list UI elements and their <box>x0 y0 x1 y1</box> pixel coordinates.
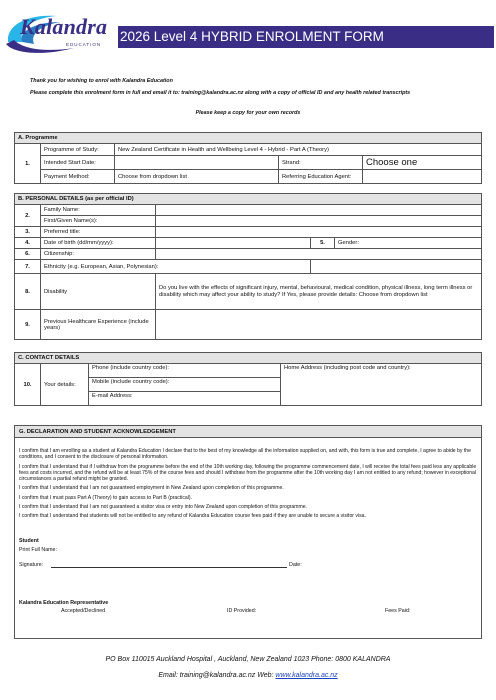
declaration-paragraph: I confirm that I am enrolling as a student at Kalandra Education I declare that to the best of my knowledge all the information supplied on, and with, this form is true and complete, I agree to abide by the conditions, and I consent to the disclosure of personal information. <box>19 448 471 461</box>
signature-line[interactable] <box>51 567 287 568</box>
id-provided-label: ID Provided: <box>227 608 257 614</box>
start-date-field[interactable] <box>115 156 279 170</box>
preferred-title-label: Preferred title: <box>41 227 156 238</box>
family-name-label: Family Name: <box>41 205 156 216</box>
dob-field[interactable] <box>156 238 311 249</box>
section-b-title: B. PERSONAL DETAILS (as per official ID) <box>15 194 482 205</box>
gender-field[interactable]: Gender: <box>335 238 482 249</box>
row-number: 4. <box>15 238 41 249</box>
accepted-declined-label: Accepted/Declined <box>61 608 106 614</box>
disability-select[interactable]: Choose from dropdown list <box>358 291 428 298</box>
phone-field[interactable]: Phone (include country code): <box>89 364 281 378</box>
your-details-label: Your details: <box>41 364 89 406</box>
disability-question <box>156 274 482 310</box>
section-a-programme <box>14 132 482 184</box>
section-g-title: G. DECLARATION AND STUDENT ACKNOWLEDGEMENT <box>15 426 481 438</box>
payment-select[interactable]: Choose from dropdown list <box>115 170 279 184</box>
row-number: 2. <box>15 205 41 227</box>
disability-label: Disability <box>41 274 156 310</box>
declaration-paragraph: I confirm that I must pass Part A (Theory) to gain access to Part B (practical). <box>19 494 192 501</box>
intro-keep-copy: Please keep a copy for your own records <box>195 110 301 116</box>
fees-paid-label: Fees Paid: <box>385 608 411 614</box>
healthcare-field[interactable] <box>156 310 482 340</box>
programme-select[interactable]: New Zealand Certificate in Health and Wellbeing Level 4 - Hybrid - Part A (Theory) <box>115 144 482 156</box>
mobile-field[interactable]: Mobile (include country code): <box>89 378 281 392</box>
first-name-label: First/Given Name(s): <box>41 216 156 227</box>
citizenship-label: Citizenship: <box>41 249 156 260</box>
form-header <box>0 0 496 62</box>
student-heading: Student <box>19 538 39 544</box>
section-g-declaration <box>14 425 482 639</box>
declaration-paragraph: I confirm that I understand that if I withdraw from the programme before the end of the 10th working day, following the programme commencement date, I will receive the total fees paid less any applicable fees and costs incurred, and the refund will be at least 75% of the course fees and should I withdraw from the programme after the 10th working day I am not entitled to any refund; however in exceptional circumstances a partial refund might be granted. <box>19 463 477 483</box>
healthcare-label: Previous Healthcare Experience (include years) <box>41 310 156 340</box>
footer-email: Email: training@kalandra.ac.nz Web: <box>158 672 274 679</box>
row-number: 1. <box>15 144 41 184</box>
row-number: 3. <box>15 227 41 238</box>
footer-address: PO Box 110015 Auckland Hospital , Auckland, New Zealand 1023 Phone: 0800 KALANDRA <box>105 656 391 663</box>
payment-label: Payment Method: <box>41 170 115 184</box>
preferred-title-field[interactable] <box>156 227 482 238</box>
strand-label: Strand: <box>279 156 363 170</box>
print-name-label: Print Full Name: <box>19 547 57 553</box>
email-field[interactable]: E-mail Address: <box>89 392 281 406</box>
logo-wordmark: Kalandra <box>20 14 108 39</box>
home-address-field[interactable]: Home Address (including post code and country): <box>281 364 482 406</box>
logo-subtext: EDUCATION <box>66 42 102 47</box>
row-number: 9. <box>15 310 41 340</box>
section-c-contact-details <box>14 352 482 406</box>
declaration-paragraph: I confirm that I understand that I am not guaranteed employment in New Zealand upon completion of this programme. <box>19 485 284 492</box>
date-label: Date: <box>289 562 302 568</box>
row-number: 7. <box>15 260 41 274</box>
agent-label: Referring Education Agent: <box>279 170 363 184</box>
dob-label: Date of birth (dd/mm/yyyy): <box>41 238 156 249</box>
signature-label: Signature: <box>19 562 44 568</box>
section-c-title: C. CONTACT DETAILS <box>15 353 482 364</box>
footer-website-link[interactable]: www.kalandra.ac.nz <box>275 672 338 679</box>
section-b-personal-details <box>14 193 482 340</box>
programme-label: Programme of Study: <box>41 144 115 156</box>
row-number: 10. <box>15 364 41 406</box>
declaration-paragraph: I confirm that I understand that I am not guaranteed a visitor visa or entry into New Zealand upon completion of this programme. <box>19 504 307 511</box>
citizenship-field[interactable] <box>156 249 482 260</box>
family-name-field[interactable] <box>156 205 482 216</box>
declaration-paragraph: I confirm that I understand that students will not be entitled to any refund of Kalandra Education course fees paid if they are unable to secure a visitor visa. <box>19 513 366 520</box>
section-a-title: A. Programme <box>15 133 482 144</box>
first-name-field[interactable] <box>156 216 482 227</box>
row-number: 6. <box>15 249 41 260</box>
ethnicity-label: Ethnicity (e.g. European, Asian, Polynesian): <box>41 260 311 274</box>
form-title: 2026 Level 4 HYBRID ENROLMENT FORM <box>118 26 494 48</box>
agent-field[interactable] <box>363 170 482 184</box>
row-number: 8. <box>15 274 41 310</box>
representative-heading: Kalandra Education Representative <box>19 600 109 606</box>
ethnicity-field[interactable] <box>311 260 482 274</box>
intro-thanks: Thank you for wishing to enrol with Kalandra Education <box>30 78 173 84</box>
footer-contact <box>0 672 496 679</box>
start-date-label: Intended Start Date: <box>41 156 115 170</box>
kalandra-logo <box>4 8 122 58</box>
intro-instructions: Please complete this enrolment form in full and email it to: training@kalandra.ac.nz along with a copy of official ID and any health related transcripts <box>30 90 411 96</box>
row-number: 5. <box>311 238 335 249</box>
strand-select[interactable]: Choose one <box>363 156 482 170</box>
disability-question-text: Do you live with the effects of significant injury, mental, behavioural, medical condition, physical illness, long term illness or disability which may affect your ability to study? If Yes, please provide details: <box>159 284 473 298</box>
